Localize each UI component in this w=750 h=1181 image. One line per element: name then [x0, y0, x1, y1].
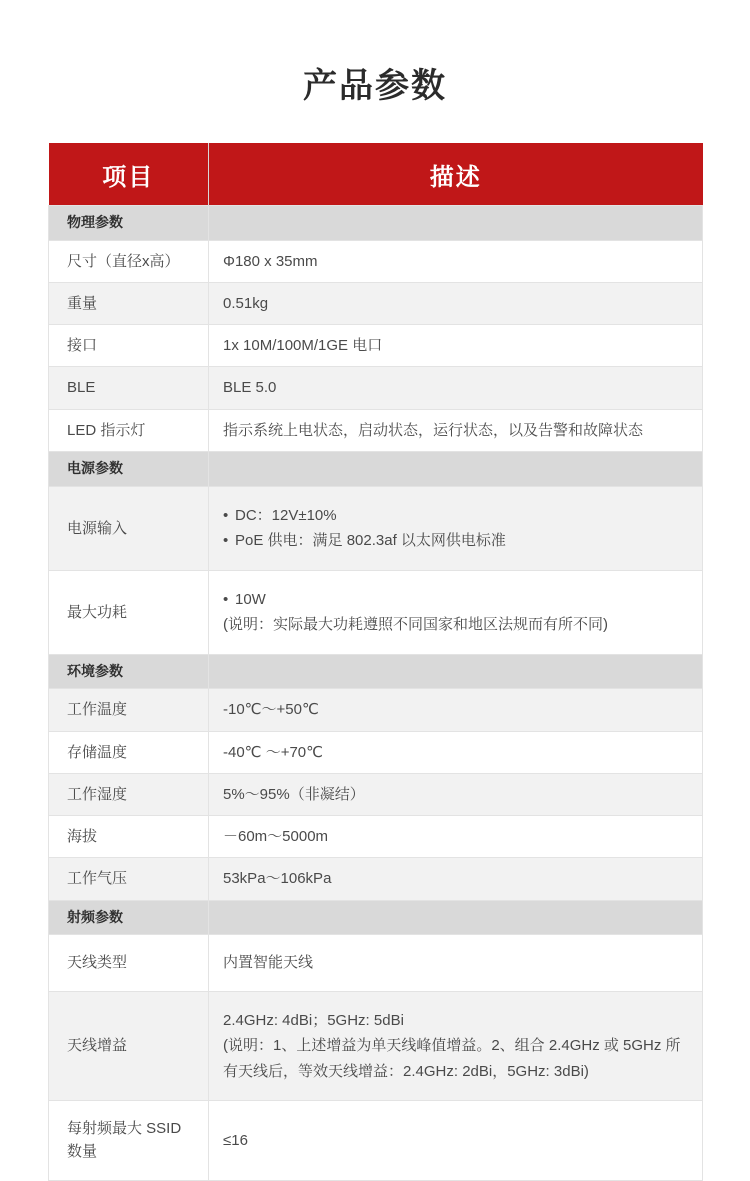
section-spacer — [209, 900, 703, 935]
column-header-description: 描述 — [209, 143, 703, 206]
bullet-list — [223, 503, 688, 554]
table-row — [49, 367, 703, 409]
row-note: (说明：1、上述增益为单天线峰值增益。2、组合 2.4GHz 或 5GHz 所有天线后，等效天线增益：2.4GHz: 2dBi，5GHz: 3dBi) — [223, 1037, 681, 1080]
row-label: 工作湿度 — [49, 773, 209, 815]
row-value: -40℃ ～+70℃ — [209, 731, 703, 773]
row-label: BLE — [49, 367, 209, 409]
section-spacer — [209, 654, 703, 689]
row-note: (说明：实际最大功耗遵照不同国家和地区法规而有所不同) — [223, 616, 608, 634]
row-value — [209, 486, 703, 570]
table-row — [49, 486, 703, 570]
table-row — [49, 689, 703, 731]
row-label: 存储温度 — [49, 731, 209, 773]
bullet-item: • 10W — [223, 587, 688, 613]
bullet-item: • DC：12V±10% — [223, 503, 688, 529]
section-spacer — [209, 206, 703, 241]
row-label: LED 指示灯 — [49, 409, 209, 451]
row-label: 每射频最大 SSID 数量 — [49, 1101, 209, 1181]
row-value: －60m～5000m — [209, 816, 703, 858]
row-value: 内置智能天线 — [209, 935, 703, 991]
table-row — [49, 409, 703, 451]
row-value: 指示系统上电状态，启动状态，运行状态，以及告警和故障状态 — [209, 409, 703, 451]
section-label: 射频参数 — [49, 900, 209, 935]
spec-table — [48, 143, 703, 1181]
row-value — [209, 570, 703, 654]
row-label: 工作温度 — [49, 689, 209, 731]
table-row — [49, 325, 703, 367]
row-value — [209, 991, 703, 1101]
section-label: 环境参数 — [49, 654, 209, 689]
section-label: 电源参数 — [49, 451, 209, 486]
row-label: 天线增益 — [49, 991, 209, 1101]
bullet-item: • PoE 供电：满足 802.3af 以太网供电标准 — [223, 528, 688, 554]
section-row — [49, 654, 703, 689]
table-row — [49, 570, 703, 654]
row-value-text: 2.4GHz: 4dBi；5GHz: 5dBi — [223, 1011, 404, 1029]
page-title: 产品参数 — [303, 67, 447, 105]
spec-table-body — [49, 206, 703, 1181]
table-row — [49, 1101, 703, 1181]
row-value: -10℃～+50℃ — [209, 689, 703, 731]
section-row — [49, 900, 703, 935]
spec-table-header — [49, 143, 703, 206]
bullet-list — [223, 587, 688, 613]
row-value: 1x 10M/100M/1GE 电口 — [209, 325, 703, 367]
table-row — [49, 858, 703, 900]
section-spacer — [209, 451, 703, 486]
row-value: BLE 5.0 — [209, 367, 703, 409]
row-label: 最大功耗 — [49, 570, 209, 654]
row-label: 海拔 — [49, 816, 209, 858]
table-row — [49, 282, 703, 324]
section-row — [49, 451, 703, 486]
row-label: 电源输入 — [49, 486, 209, 570]
table-row — [49, 731, 703, 773]
section-row — [49, 206, 703, 241]
section-label: 物理参数 — [49, 206, 209, 241]
table-row — [49, 773, 703, 815]
row-value: 53kPa～106kPa — [209, 858, 703, 900]
row-value: Φ180 x 35mm — [209, 240, 703, 282]
row-value: ≤16 — [209, 1101, 703, 1181]
table-row — [49, 816, 703, 858]
row-label: 尺寸（直径x高） — [49, 240, 209, 282]
row-value: 5%～95%（非凝结） — [209, 773, 703, 815]
row-label: 接口 — [49, 325, 209, 367]
column-header-item: 项目 — [49, 143, 209, 206]
row-label: 天线类型 — [49, 935, 209, 991]
row-label: 工作气压 — [49, 858, 209, 900]
row-label: 重量 — [49, 282, 209, 324]
table-row — [49, 935, 703, 991]
row-value: 0.51kg — [209, 282, 703, 324]
table-row — [49, 240, 703, 282]
table-header-row — [49, 143, 703, 206]
table-row — [49, 991, 703, 1101]
